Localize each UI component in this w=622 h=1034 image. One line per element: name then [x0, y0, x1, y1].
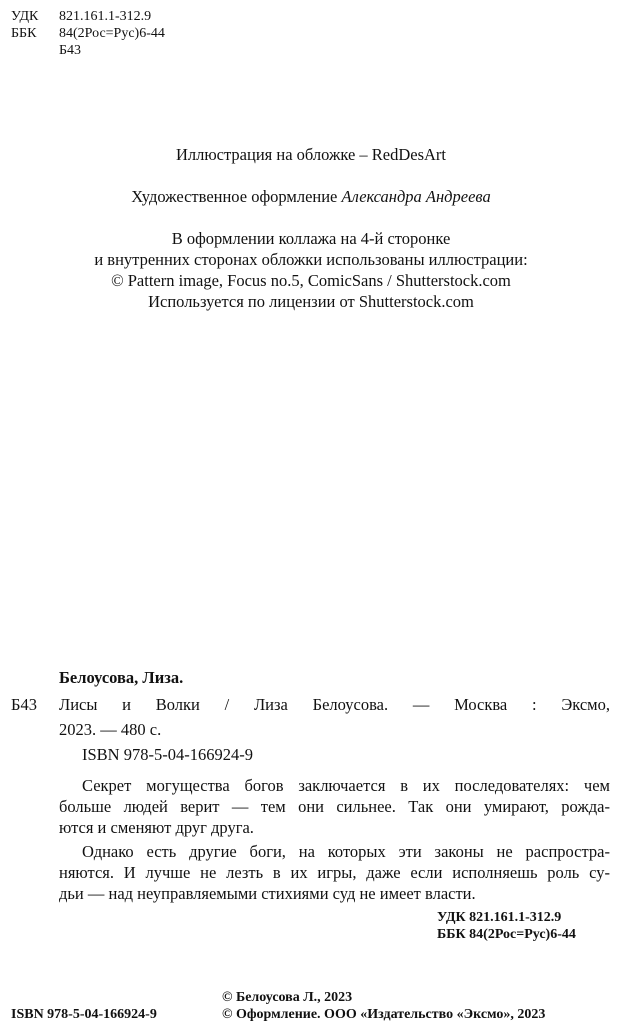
title-line: 2023. — 480 с. [59, 720, 162, 739]
isbn: ISBN 978-5-04-166924-9 [82, 745, 253, 764]
bbk-value: 84(2Рос=Рус)6-44 [59, 26, 165, 41]
cover-illustration-credit: Иллюстрация на обложке – RedDesArt [175, 145, 447, 164]
annotation-line: няются. И лучше не лезть в их игры, даже если исполняешь роль су- [59, 863, 610, 882]
author-heading: Белоусова, Лиза. [59, 668, 184, 687]
bbk-line: ББК 84(2Рос=Рус)6-44 [437, 927, 576, 942]
collage-line: В оформлении коллажа на 4-й сторонке [171, 229, 451, 248]
collage-line: Используется по лицензии от Shutterstock.com [148, 292, 474, 311]
design-credit [0, 186, 622, 207]
collage-line: © Pattern image, Focus no.5, ComicSans / Shutterstock.com [111, 271, 511, 290]
copyright-design: © Оформление. ООО «Издательство «Эксмо», 2023 [222, 1007, 546, 1022]
udk-label: УДК [11, 9, 39, 24]
footer-isbn: ISBN 978-5-04-166924-9 [11, 1007, 157, 1022]
bbk-label: ББК [11, 26, 37, 41]
annotation-line: Однако есть другие боги, на которых эти законы не распростра- [82, 842, 610, 861]
author-mark: Б43 [59, 43, 82, 58]
design-name: Александра Андреева [341, 187, 491, 206]
annotation-line: ются и сменяют друг друга. [59, 818, 254, 837]
annotation-line: больше людей верит — тем они сильнее. Так они умирают, рожда- [59, 797, 610, 816]
collage-line: и внутренних сторонах обложки использованы иллюстрации: [94, 250, 528, 269]
record-mark: Б43 [11, 695, 37, 714]
copyright-author: © Белоусова Л., 2023 [222, 990, 353, 1005]
design-prefix: Художественное оформление [131, 187, 338, 206]
annotation-line: Секрет могущества богов заключается в их последователях: чем [82, 776, 610, 795]
title-line: Лисы и Волки / Лиза Белоусова. — Москва : Эксмо, [59, 695, 610, 714]
udk-value: 821.161.1-312.9 [59, 9, 152, 24]
annotation-line: дьи — над неуправляемыми стихиями суд не имеет власти. [59, 884, 476, 903]
udk-line: УДК 821.161.1-312.9 [437, 910, 562, 925]
